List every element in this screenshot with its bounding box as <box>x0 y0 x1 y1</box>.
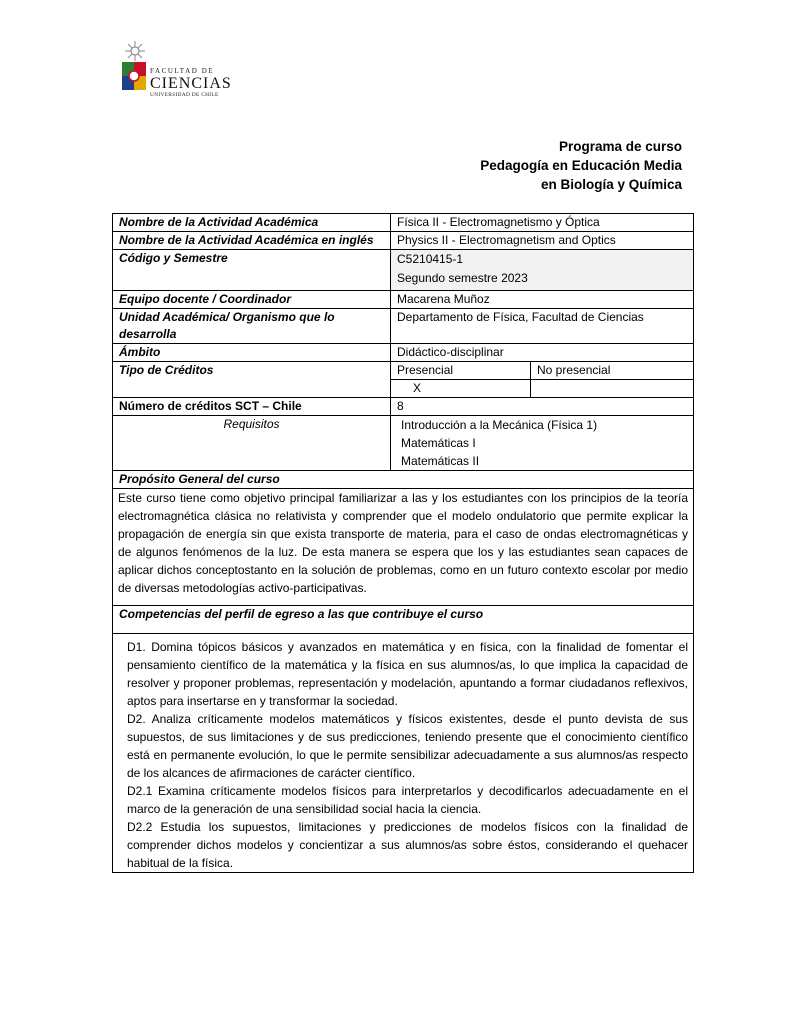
competencies-label: Competencias del perfil de egreso a las que contribuye el curso <box>113 606 694 634</box>
sct-label: Número de créditos SCT – Chile <box>113 398 391 416</box>
heading-line-3: en Biología y Química <box>540 177 682 192</box>
scope-label: Ámbito <box>113 344 391 362</box>
table-row <box>113 291 694 309</box>
code-semester-cell <box>391 250 694 291</box>
document-heading <box>480 137 682 194</box>
table-row <box>113 214 694 232</box>
logo-wordmark <box>150 68 232 98</box>
unit-label: Unidad Académica/ Organismo que lo desarrolla <box>113 309 391 344</box>
code-value: C5210415-1 <box>397 252 464 266</box>
competency-item: D1. Domina tópicos básicos y avanzados en matemática y en física, con la finalidad de fomentar el pensamiento científico de la matemática y la física en sus alumnos/as, lo que implica la capacidad de resolver y proponer problemas, representación y modelación, apuntando a formar ciudadanos reflexivos, aptos para insertarse en y transformar la sociedad. <box>127 640 688 708</box>
table-row <box>113 232 694 250</box>
logo-line-1: FACULTAD DE <box>150 67 215 75</box>
star-emblem-icon <box>122 40 148 62</box>
team-label: Equipo docente / Coordinador <box>113 291 391 309</box>
competency-item: D2.2 Estudia los supuestos, limitaciones y predicciones de modelos físicos con la finalidad de comprender dichos modelos y concientizar a sus alumnos/as sobre éstos, considerando el quehacer habitual de la física. <box>127 820 688 870</box>
course-info-table <box>112 213 694 873</box>
heading-line-2: Pedagogía en Educación Media <box>480 158 682 173</box>
faculty-logo <box>118 40 230 108</box>
semester-value: Segundo semestre 2023 <box>397 271 528 285</box>
name-label: Nombre de la Actividad Académica <box>113 214 391 232</box>
requirement-item: Matemáticas I <box>401 436 476 450</box>
scope-value: Didáctico-disciplinar <box>391 344 694 362</box>
sct-value: 8 <box>391 398 694 416</box>
table-row <box>113 471 694 489</box>
logo-line-2: CIENCIAS <box>150 75 232 92</box>
table-row <box>113 634 694 873</box>
purpose-text: Este curso tiene como objetivo principal familiarizar a las y los estudiantes con los principios de la teoría electromagnética clásica no relativista y comprender que el modelo ondulatorio que permite explicar la propagación de energía sin que exista transporte de materia, para el caso de ondas electromagnéticas y de algunos fenómenos de la luz. De esta manera se espera que los y las estudiantes sean capaces de aplicar dichos conceptostanto en la solución de problemas, como en un futuro contexto escolar por medio de diversas metodologías activo-participativas. <box>113 489 694 606</box>
code-label: Código y Semestre <box>113 250 391 291</box>
table-row <box>113 344 694 362</box>
logo-line-3: UNIVERSIDAD DE CHILE <box>150 92 219 98</box>
requirements-label: Requisitos <box>113 416 391 471</box>
table-row <box>113 416 694 471</box>
competency-item: D2. Analiza críticamente modelos matemáticos y físicos existentes, desde el punto devista de sus supuestos, de sus limitaciones y de sus predicciones, teniendo presente que el conocimiento científico está en permanente evolución, lo que le permite sensibilizar adecuadamente a sus alumnos/as respecto de los alcances de afirmaciones de carácter científico. <box>127 712 688 780</box>
name-en-value: Physics II - Electromagnetism and Optics <box>391 232 694 250</box>
credits-type-label: Tipo de Créditos <box>113 362 391 398</box>
purpose-label: Propósito General del curso <box>113 471 694 489</box>
requirement-item: Introducción a la Mecánica (Física 1) <box>401 418 598 432</box>
presencial-label: Presencial <box>391 362 531 380</box>
heading-line-1: Programa de curso <box>558 139 682 154</box>
name-value: Física II - Electromagnetismo y Óptica <box>391 214 694 232</box>
unit-value: Departamento de Física, Facultad de Ciencias <box>391 309 694 344</box>
no-presencial-label: No presencial <box>531 362 694 380</box>
no-presencial-mark <box>531 380 694 398</box>
requirement-item: Matemáticas II <box>401 454 480 468</box>
name-en-label: Nombre de la Actividad Académica en inglés <box>113 232 391 250</box>
competencies-list <box>113 634 694 873</box>
table-row <box>113 606 694 634</box>
shield-emblem-icon <box>122 62 146 92</box>
table-row <box>113 309 694 344</box>
requirements-list <box>391 416 694 471</box>
table-row <box>113 489 694 606</box>
presencial-mark: X <box>391 380 531 398</box>
table-row <box>113 250 694 291</box>
competency-item: D2.1 Examina críticamente modelos físicos para interpretarlos y decodificarlos adecuadamente en el marco de la generación de una sensibilidad social hacia la ciencia. <box>127 784 688 816</box>
team-value: Macarena Muñoz <box>391 291 694 309</box>
table-row <box>113 398 694 416</box>
table-row <box>113 362 694 380</box>
